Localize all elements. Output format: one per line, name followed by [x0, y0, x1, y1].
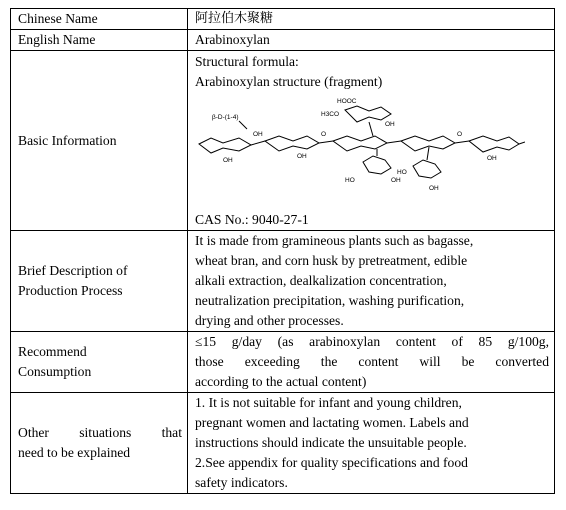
label-line: Consumption [18, 364, 92, 379]
structure-caption: Arabinoxylan structure (fragment) [195, 73, 383, 89]
label-hooc: HOOC [337, 97, 357, 105]
label-line: Other situations that [18, 425, 182, 440]
label-line: Brief Description of [18, 263, 128, 278]
label-oh: OH [429, 184, 439, 192]
row-recommend-consumption [11, 332, 555, 393]
text-line: according to the actual content) [195, 374, 367, 389]
label-english-name: English Name [11, 30, 188, 51]
row-other-situations [11, 393, 555, 494]
label-oh-top: OH [385, 120, 395, 128]
value-english-name: Arabinoxylan [188, 30, 555, 51]
label-oh: OH [297, 152, 307, 160]
label-o: O [321, 130, 327, 138]
label-oh: OH [223, 156, 233, 164]
value-chinese-name: 阿拉伯木聚糖 [188, 9, 555, 30]
value-recommend-consumption [188, 332, 555, 393]
label-line: Recommend [18, 344, 87, 359]
glycosidic-bond [251, 141, 265, 145]
label-line: need to be explained [18, 445, 131, 460]
row-chinese-name [11, 9, 555, 30]
label-ho: HO [397, 168, 407, 176]
text-line: drying and other processes. [195, 313, 344, 328]
arabinose-ring-2 [413, 160, 441, 178]
diagram-label-beta: β-D-(1-4) [212, 113, 239, 121]
text-line: wheat bran, and corn husk by pretreatment, edible [195, 253, 468, 268]
branch-bond [427, 147, 429, 160]
text-line: 2.See appendix for quality specifications and food [195, 455, 468, 470]
glucuronic-acid-ring [345, 106, 391, 122]
text-line: neutralization precipitation, washing purification, [195, 293, 465, 308]
label-basic-information: Basic Information [11, 51, 188, 231]
value-basic-information [188, 51, 555, 231]
xylose-ring-5 [469, 136, 519, 152]
label-recommend-consumption [11, 332, 188, 393]
arabinose-ring-1 [363, 156, 391, 174]
xylose-ring-3 [333, 136, 387, 151]
diagram-bond [239, 121, 247, 129]
text-line: alkali extraction, dealkalization concentration, [195, 273, 447, 288]
text-line: It is made from gramineous plants such as bagasse, [195, 233, 474, 248]
cas-number: CAS No.: 9040-27-1 [195, 211, 309, 227]
xylose-ring-1 [199, 138, 251, 153]
label-oh: OH [391, 176, 401, 184]
label-other-situations [11, 393, 188, 494]
label-production-process [11, 231, 188, 332]
branch-bond [369, 122, 373, 136]
label-h3co: H3CO [321, 110, 340, 118]
text-line: ≤15 g/day (as arabinoxylan content of 85 g/100g, [195, 334, 549, 349]
row-production-process [11, 231, 555, 332]
text-line: pregnant women and lactating women. Labels and [195, 415, 469, 430]
label-o: O [457, 130, 463, 138]
text-line: those exceeding the content will be converted [195, 354, 549, 369]
text-line: 1. It is not suitable for infant and young children, [195, 395, 462, 410]
value-other-situations [188, 393, 555, 494]
glycosidic-bond [319, 141, 333, 143]
xylose-ring-2 [265, 136, 319, 151]
arabinoxylan-structure-diagram [195, 96, 525, 206]
text-line: safety indicators. [195, 475, 288, 490]
text-line: instructions should indicate the unsuitable people. [195, 435, 467, 450]
label-oh: OH [253, 130, 263, 138]
label-chinese-name: Chinese Name [11, 9, 188, 30]
label-oh: OH [487, 154, 497, 162]
glycosidic-bond [455, 141, 469, 143]
row-basic-information [11, 51, 555, 231]
label-ho: HO [345, 176, 355, 184]
structural-formula-label: Structural formula: [195, 53, 299, 69]
glycosidic-bond [387, 141, 401, 143]
label-line: Production Process [18, 283, 123, 298]
chain-end [519, 142, 525, 144]
xylose-ring-4 [401, 136, 455, 151]
specification-table [10, 8, 555, 494]
row-english-name [11, 30, 555, 51]
value-production-process [188, 231, 555, 332]
